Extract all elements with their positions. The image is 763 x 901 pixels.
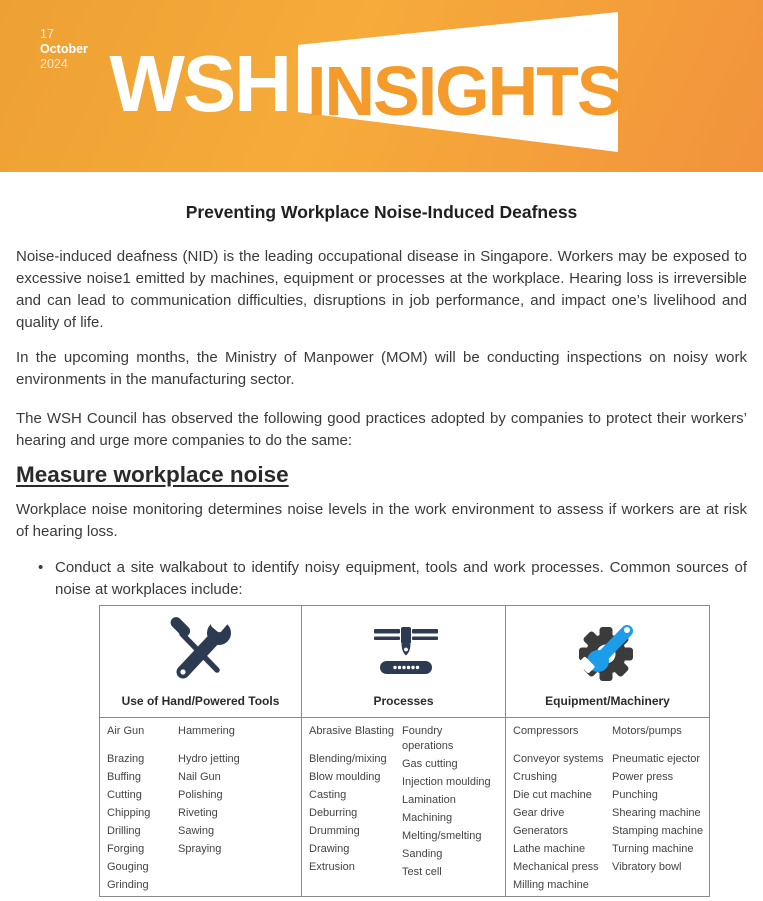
table-cell-item: Pneumatic ejector <box>612 752 701 765</box>
table-cell-item: Die cut machine <box>513 788 592 801</box>
table-cell-item: Mechanical press <box>513 860 599 873</box>
table-cell-item: Deburring <box>309 806 358 819</box>
table-cell-item: Blending/mixing <box>309 752 387 765</box>
paragraph-monitoring: Workplace noise monitoring determines noise levels in the work environment to assess if workers are at risk of hearing loss. <box>16 501 747 540</box>
table-cell-item: Generators <box>513 824 569 837</box>
table-cell-item: Casting <box>309 788 347 801</box>
table-cell-item: Test cell <box>402 865 442 878</box>
crossed-tools-icon <box>100 612 301 690</box>
table-cell-item: Foundry operations <box>402 725 454 752</box>
header-cell-equipment <box>506 606 710 718</box>
table-cell-item: Gas cutting <box>402 757 458 770</box>
table-header-row <box>100 606 710 718</box>
table-body-row <box>100 718 710 897</box>
table-cell-item: Motors/pumps <box>612 725 682 737</box>
table-cell-item: Drilling <box>107 824 141 837</box>
table-cell-item: Conveyor systems <box>513 752 604 765</box>
column-header-processes: Processes <box>373 694 434 708</box>
processes-list-right <box>402 724 494 883</box>
table-cell-item: Gear drive <box>513 806 565 819</box>
tools-list-right <box>178 724 297 896</box>
table-cell-item: Vibratory bowl <box>612 860 682 873</box>
table-cell-item: Abrasive Blasting <box>309 725 394 737</box>
bullet-text: Conduct a site walkabout to identify noisy equipment, tools and work processes. Common sources of noise at workplaces include: <box>55 559 747 598</box>
table-cell-item: Punching <box>612 788 658 801</box>
table-cell-item: Hammering <box>178 725 235 737</box>
table-cell-item: Cutting <box>107 788 142 801</box>
table-cell-item: Compressors <box>513 725 579 737</box>
bullet-item <box>16 557 747 601</box>
issue-date-year: 2024 <box>40 57 68 71</box>
table-cell-item: Machining <box>402 811 453 824</box>
issue-date-month: October <box>40 42 88 56</box>
table-cell-item: Air Gun <box>107 725 145 737</box>
table-cell-item: Forging <box>107 842 145 855</box>
table-cell-item: Power press <box>612 770 674 783</box>
issue-date-day: 17 <box>40 27 54 41</box>
paragraph-intro: Noise-induced deafness (NID) is the leading occupational disease in Singapore. Workers may be exposed to excessive noise1 emitted by machines, equipment or processes at the workplace. Hearing loss is irreversible and can lead to communication difficulties, disruptions in job performance, and impact one’s livelihood and quality of life. <box>16 248 747 331</box>
logo-insights-text: INSIGHTS <box>307 52 622 130</box>
table-cell-item: Injection moulding <box>402 775 491 788</box>
table-cell-item: Milling machine <box>513 878 589 891</box>
table-cell-item: Chipping <box>107 806 151 819</box>
conveyor-icon <box>302 612 505 690</box>
table-cell-item: Shearing machine <box>612 806 701 819</box>
table-cell-item: Blow moulding <box>309 770 381 783</box>
body-cell-processes <box>302 718 506 897</box>
table-cell-item: Melting/smelting <box>402 829 482 842</box>
table-cell-item: Grinding <box>107 878 149 891</box>
table-cell-item: Polishing <box>178 788 223 801</box>
column-header-equipment: Equipment/Machinery <box>545 694 670 708</box>
table-cell-item: Buffing <box>107 770 142 783</box>
table-cell-item: Lathe machine <box>513 842 586 855</box>
table-cell-item: Crushing <box>513 770 558 783</box>
page-title: Preventing Workplace Noise-Induced Deafness <box>185 202 578 222</box>
table-cell-item: Brazing <box>107 752 145 765</box>
equipment-list-left <box>513 724 612 896</box>
table-cell-item: Turning machine <box>612 842 694 855</box>
table-cell-item: Extrusion <box>309 860 355 873</box>
table-cell-item: Nail Gun <box>178 770 221 783</box>
banner <box>0 0 763 172</box>
body-cell-equipment <box>506 718 710 897</box>
article-body <box>0 201 763 897</box>
bullet-marker: • <box>38 559 44 576</box>
paragraph-good-practices: The WSH Council has observed the following good practices adopted by companies to protect their workers’ hearing and urge more companies to do the same: <box>16 410 747 449</box>
table-cell-item: Spraying <box>178 842 222 855</box>
table-cell-item: Sanding <box>402 847 443 860</box>
equipment-list-right <box>612 724 705 896</box>
tools-list-left <box>107 724 178 896</box>
section-heading-measure-noise: Measure workplace noise <box>16 462 289 487</box>
table-cell-item: Hydro jetting <box>178 752 240 765</box>
column-header-tools: Use of Hand/Powered Tools <box>121 694 280 708</box>
table-cell-item: Riveting <box>178 806 218 819</box>
body-cell-tools <box>100 718 302 897</box>
header-cell-processes <box>302 606 506 718</box>
gear-wrench-icon <box>506 612 709 690</box>
header-cell-tools <box>100 606 302 718</box>
table-cell-item: Drumming <box>309 824 360 837</box>
table-cell-item: Gouging <box>107 860 149 873</box>
logo-wsh-text: WSH <box>109 39 290 128</box>
table-cell-item: Drawing <box>309 842 350 855</box>
noise-sources-table <box>99 605 710 897</box>
table-cell-item: Stamping machine <box>612 824 704 837</box>
processes-list-left <box>309 724 402 883</box>
table-cell-item: Lamination <box>402 793 456 806</box>
paragraph-inspections: In the upcoming months, the Ministry of Manpower (MOM) will be conducting inspections on noisy work environments in the manufacturing sector. <box>16 349 747 388</box>
table-cell-item: Sawing <box>178 824 215 837</box>
